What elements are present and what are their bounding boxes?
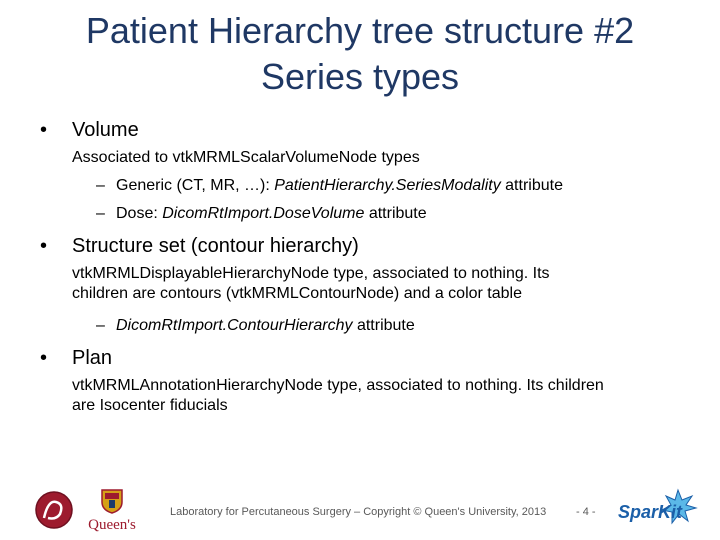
bullet-plan (40, 346, 112, 370)
slide-title (0, 8, 720, 100)
subitem-italic: DicomRtImport.ContourHierarchy (116, 317, 353, 334)
subitem-suffix: attribute (500, 177, 563, 194)
footer-page-number: - 4 - (576, 506, 596, 518)
bullet-structure-set (40, 234, 359, 258)
title-line-1: Patient Hierarchy tree structure #2 (85, 10, 635, 51)
bullet-dot: • (40, 119, 48, 141)
bullet-dot: • (40, 235, 48, 257)
subitem-italic: PatientHierarchy.SeriesModality (274, 177, 501, 194)
subitem-suffix: attribute (364, 205, 427, 222)
description-line-1: vtkMRMLDisplayableHierarchyNode type, associated to nothing. Its (72, 265, 550, 282)
sparkit-logo (616, 488, 708, 528)
subitem-italic: DicomRtImport.DoseVolume (162, 205, 365, 222)
bullet-volume-description: Associated to vtkMRMLScalarVolumeNode types (72, 149, 420, 166)
description-line-2: are Isocenter fiducials (72, 397, 228, 414)
description-line-1: vtkMRMLAnnotationHierarchyNode type, associated to nothing. Its children (72, 377, 604, 394)
dash-marker: – (96, 205, 105, 222)
dash-marker: – (96, 177, 105, 194)
queens-crest-icon (100, 488, 124, 514)
bullet-heading: Structure set (contour hierarchy) (72, 235, 359, 257)
subitem-generic (96, 176, 563, 196)
bullet-heading: Plan (72, 347, 113, 369)
description-line-2: children are contours (vtkMRMLContourNode) and a color table (72, 285, 522, 302)
sparkit-wordmark: SparKit (618, 502, 683, 522)
bullet-structure-set-description (72, 264, 702, 304)
subitem-text: Generic (CT, MR, …): (116, 177, 275, 194)
dash-marker: – (96, 317, 105, 334)
subitem-contour-hierarchy (96, 316, 415, 336)
bullet-heading: Volume (72, 119, 139, 141)
subitem-suffix: attribute (352, 317, 415, 334)
queens-logo (82, 488, 142, 533)
queens-wordmark: Queen's (88, 517, 136, 533)
subitem-dose (96, 204, 427, 224)
subitem-text: Dose: (116, 205, 163, 222)
footer-copyright: Laboratory for Percutaneous Surgery – Copyright © Queen's University, 2013 (170, 506, 547, 518)
bullet-dot: • (40, 347, 48, 369)
perk-lab-logo-icon (34, 490, 74, 535)
title-line-2: Series types (260, 56, 460, 97)
bullet-plan-description (72, 376, 702, 416)
bullet-volume (40, 118, 139, 142)
